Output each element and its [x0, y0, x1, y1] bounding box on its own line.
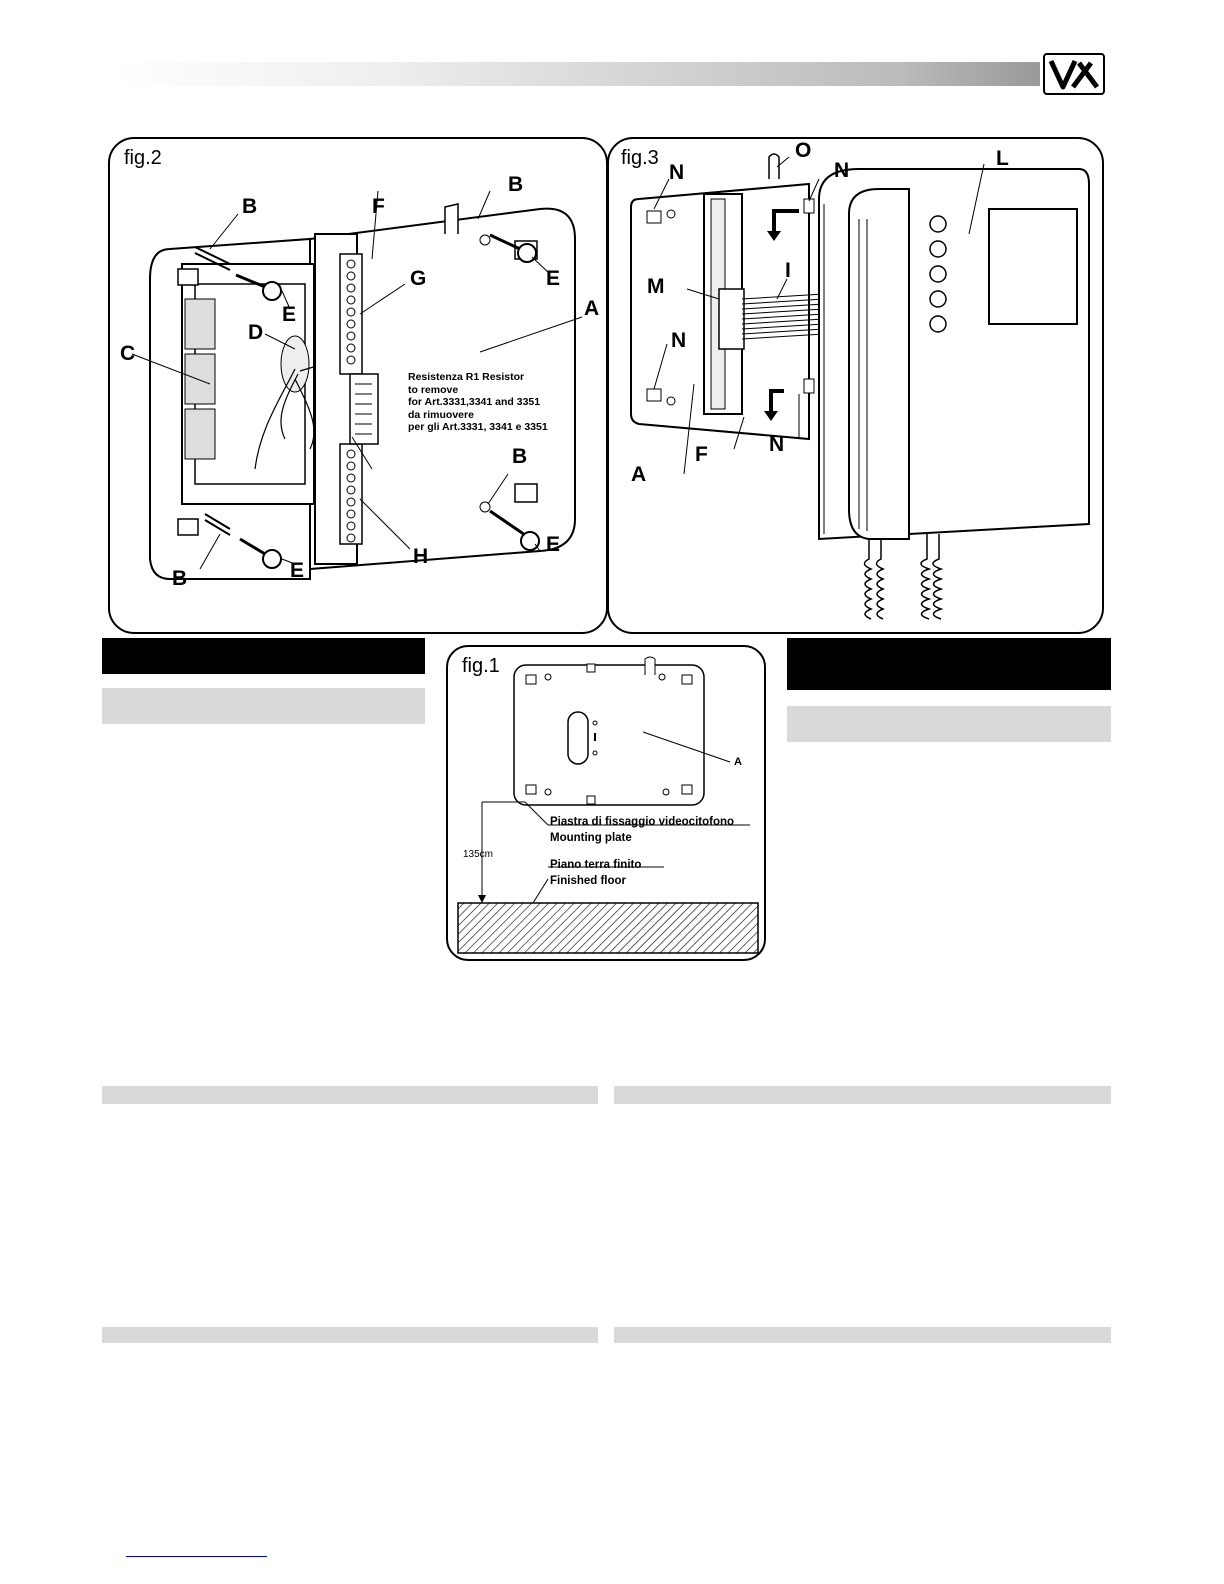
resistor-note-line: per gli Art.3331, 3341 e 3351: [408, 421, 548, 433]
header-gradient-bar: [110, 62, 1040, 86]
fig2-callout-h: H: [413, 545, 429, 568]
fig1-plate-label-en: Mounting plate: [550, 832, 632, 844]
fig3-drawing: [609, 139, 1106, 636]
fig3-callout-n3: N: [671, 329, 687, 352]
fig1-panel: [446, 645, 766, 961]
fig3-callout-n1: N: [669, 161, 685, 184]
fig2-callout-b2: B: [508, 173, 524, 196]
subsection-bar-lower-left-2: [102, 1327, 598, 1343]
fig3-callout-a: A: [631, 463, 647, 486]
fig3-callout-n4: N: [769, 433, 785, 456]
fig1-plate-label-it: Piastra di fissaggio videocitofono: [550, 816, 735, 828]
fig2-callout-g: G: [410, 267, 427, 290]
fig2-callout-e3: E: [546, 533, 561, 556]
fig1-drawing: [448, 647, 768, 963]
subsection-bar-lower-right-1: [614, 1086, 1111, 1104]
fig3-callout-f: F: [695, 443, 708, 466]
fig1-callout-a: A: [734, 756, 742, 768]
fig2-callout-b1: B: [242, 195, 258, 218]
fig3-title: fig.3: [621, 147, 659, 169]
fig3-callout-o: O: [795, 139, 812, 162]
fig1-floor-label-en: Finished floor: [550, 875, 627, 887]
fig2-callout-e4: E: [290, 559, 305, 582]
fig3-panel: [607, 137, 1104, 634]
fig2-callout-e1: E: [282, 303, 297, 326]
section-heading-bar-right: [787, 638, 1111, 690]
fig2-callout-d: D: [248, 321, 264, 344]
fig3-callout-i: I: [785, 259, 791, 282]
resistor-note-line: for Art.3331,3341 and 3351: [408, 396, 541, 408]
fig2-callout-c: C: [120, 342, 136, 365]
vx-logo-icon: [1043, 53, 1105, 95]
resistor-note-line: da rimuovere: [408, 408, 474, 421]
fig2-panel: [108, 137, 608, 634]
fig2-callout-b4: B: [172, 567, 188, 590]
fig2-callout-f: F: [372, 195, 385, 218]
fig1-height-label: 135cm: [463, 849, 494, 860]
fig3-callout-l: L: [996, 147, 1009, 170]
subsection-bar-left: [102, 688, 425, 724]
fig2-title: fig.2: [124, 147, 162, 169]
subsection-bar-lower-left-1: [102, 1086, 598, 1104]
section-heading-bar-left: [102, 638, 425, 674]
footer-link-underline[interactable]: [126, 1556, 267, 1557]
resistor-note-line: Resistenza R1 Resistor: [408, 371, 525, 383]
subsection-bar-lower-right-2: [614, 1327, 1111, 1343]
fig2-callout-e2: E: [546, 267, 561, 290]
fig2-callout-a: A: [584, 297, 600, 320]
fig1-floor-label-it: Piano terra finito: [550, 859, 642, 871]
resistor-note: [408, 371, 598, 434]
resistor-note-line: to remove: [408, 383, 459, 396]
fig1-title: fig.1: [462, 655, 500, 677]
subsection-bar-right: [787, 706, 1111, 742]
fig2-callout-b3: B: [512, 445, 528, 468]
fig3-callout-n2: N: [834, 159, 850, 182]
fig3-callout-m: M: [647, 275, 665, 298]
